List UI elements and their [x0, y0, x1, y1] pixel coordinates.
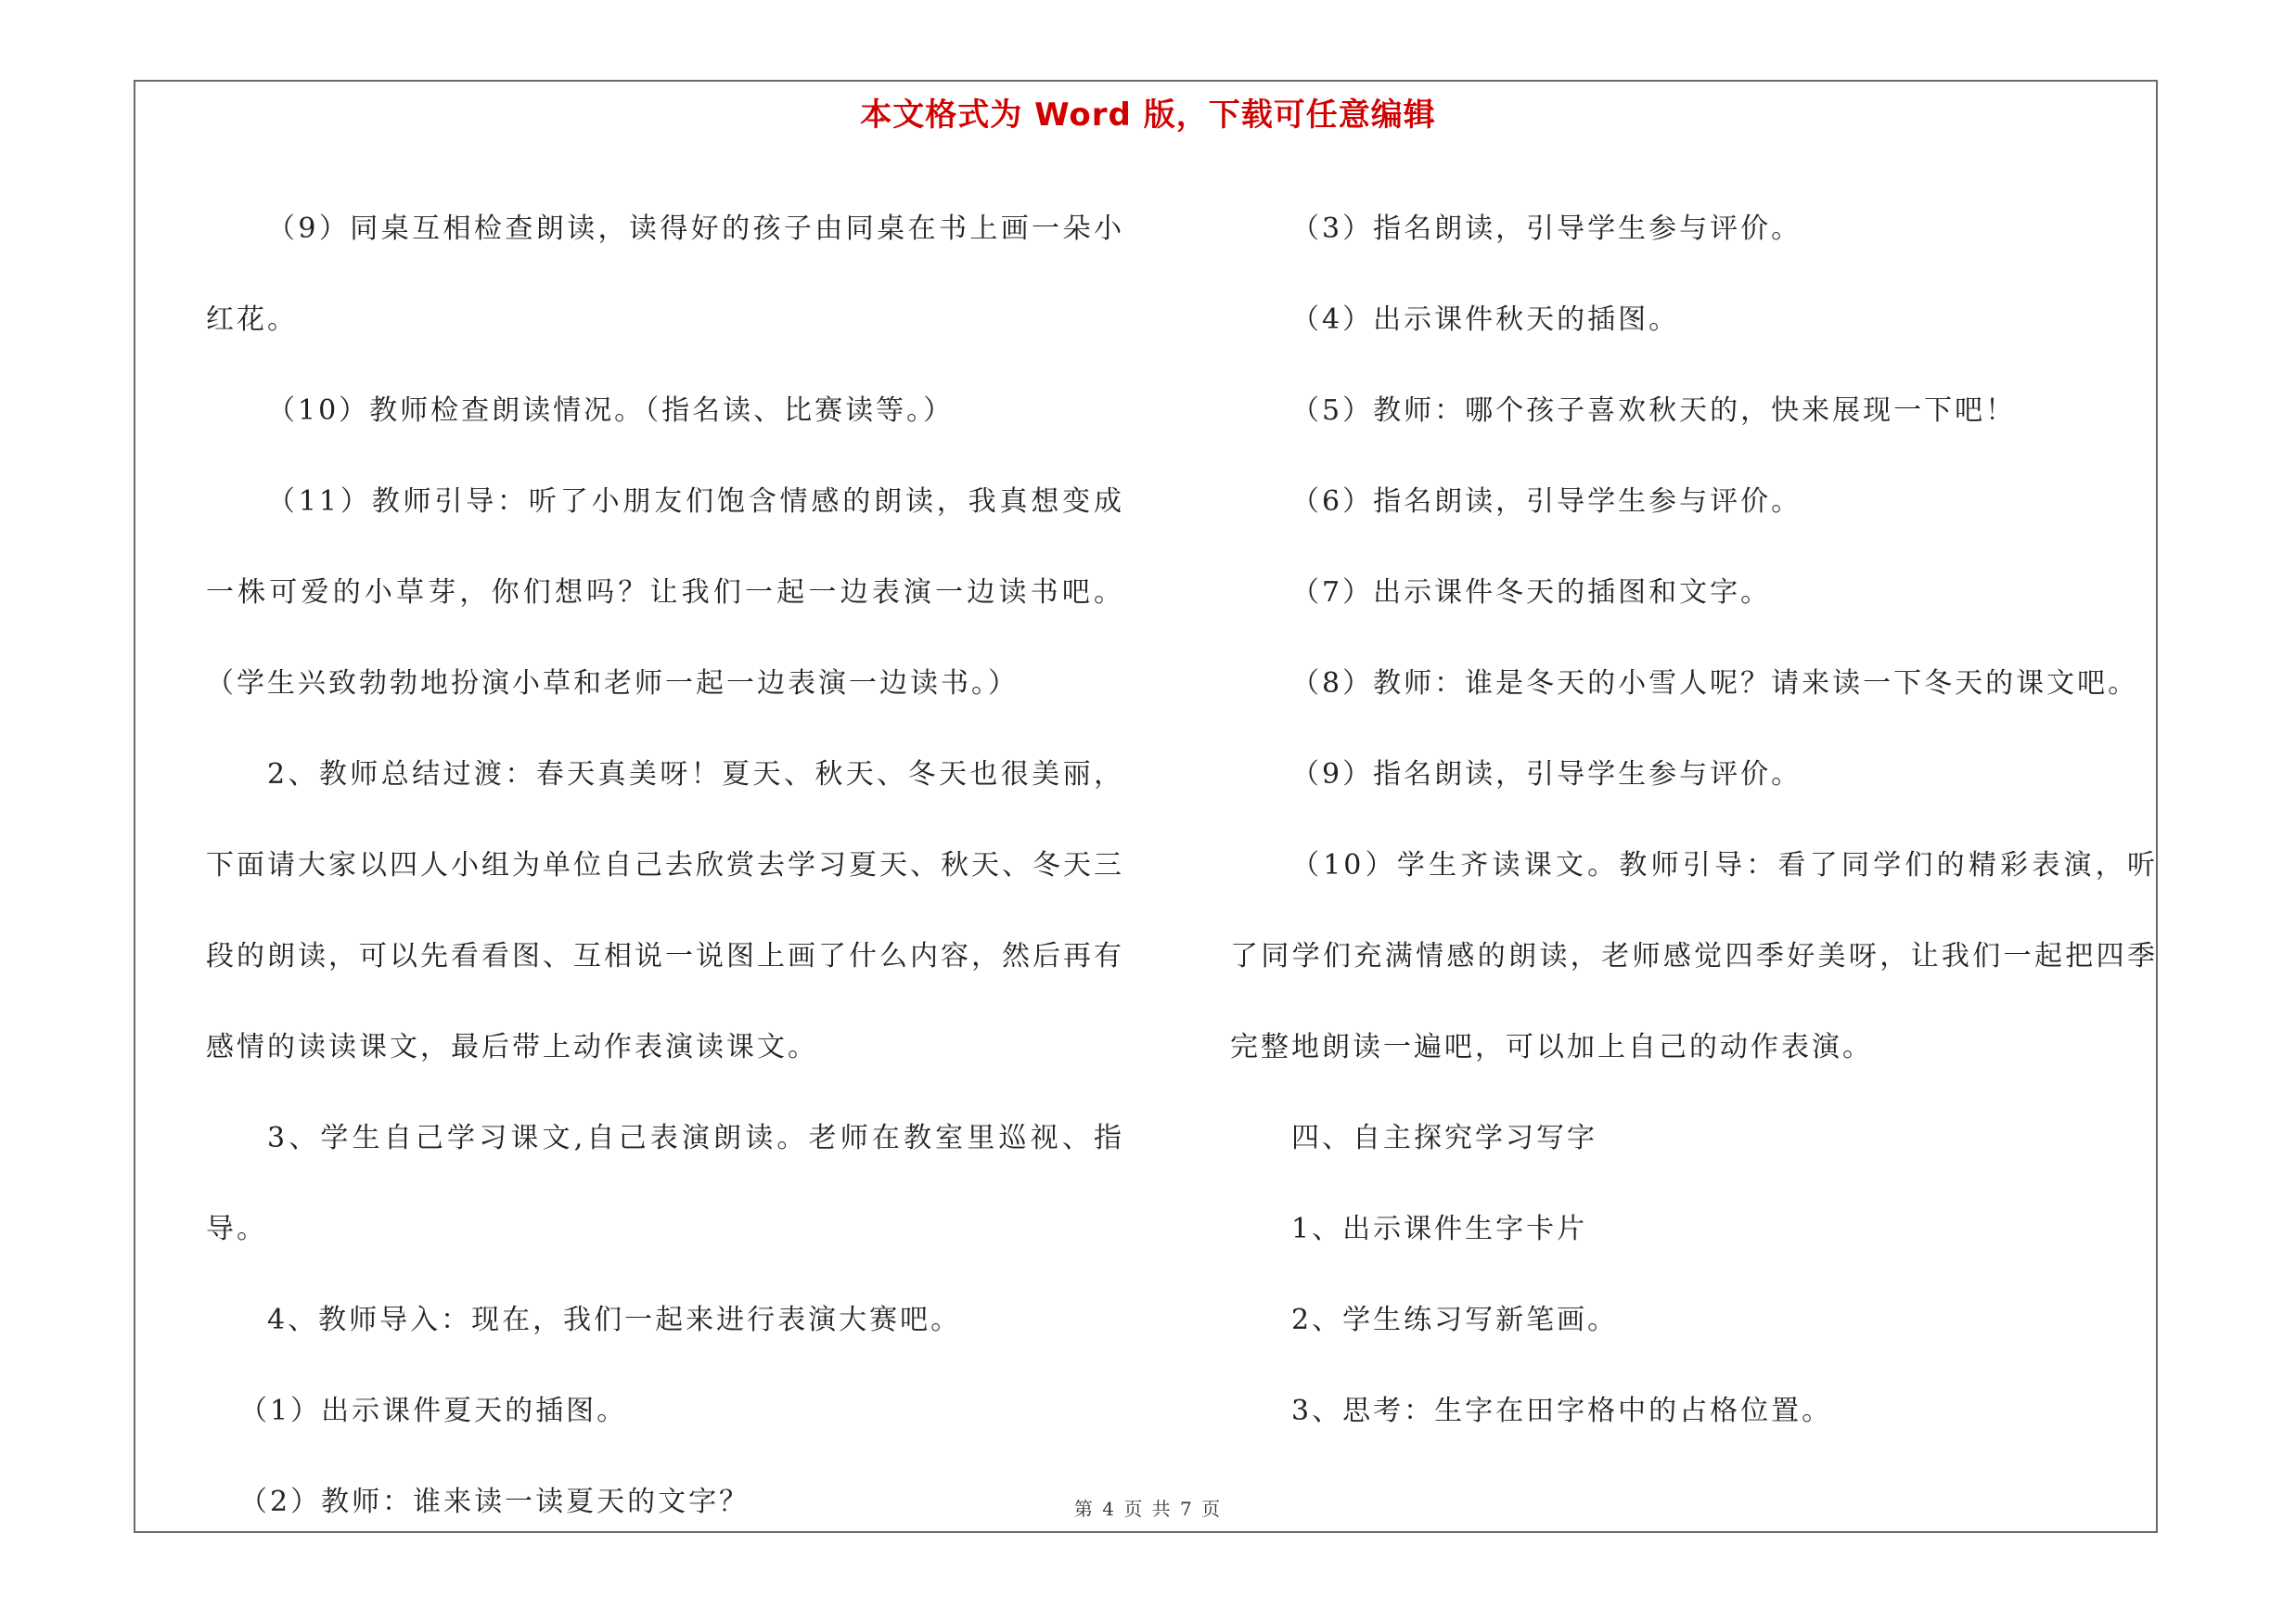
paragraph: （10）教师检查朗读情况。（指名读、比赛读等。） [267, 394, 955, 427]
paragraph: 4、教师导入：现在，我们一起来进行表演大赛吧。 [267, 1304, 962, 1336]
right-column [1230, 184, 2158, 1457]
paragraph: （9）指名朗读，引导学生参与评价。 [1291, 758, 1802, 791]
paragraph: （9）同桌互相检查朗读，读得好的孩子由同桌在书上画一朵小红花。 [206, 213, 1124, 336]
paragraph: （5）教师：哪个孩子喜欢秋天的，快来展现一下吧！ [1291, 394, 2017, 427]
paragraph: （6）指名朗读，引导学生参与评价。 [1291, 485, 1802, 518]
section-heading: 四、自主探究学习写字 [1291, 1122, 1597, 1154]
document-banner: 本文格式为 Word 版，下载可任意编辑 [860, 97, 1436, 134]
paragraph: 2、学生练习写新笔画。 [1291, 1304, 1619, 1336]
paragraph: （1）出示课件夏天的插图。 [239, 1395, 628, 1427]
paragraph: （3）指名朗读，引导学生参与评价。 [1291, 213, 1802, 245]
paragraph: 3、思考：生字在田字格中的占格位置。 [1291, 1395, 1833, 1427]
page-number: 第 4 页 共 7 页 [1073, 1498, 1223, 1520]
paragraph: （2）教师：谁来读一读夏天的文字？ [239, 1486, 750, 1518]
paragraph: 3、学生自己学习课文,自己表演朗读。老师在教室里巡视、指导。 [206, 1122, 1124, 1245]
paragraph: （10）学生齐读课文。教师引导：看了同学们的精彩表演，听了同学们充满情感的朗读，老师感觉四季好美呀，让我们一起把四季完整地朗读一遍吧，可以加上自己的动作表演。 [1230, 849, 2158, 1063]
paragraph: （7）出示课件冬天的插图和文字。 [1291, 576, 1772, 609]
paragraph: （11）教师引导：听了小朋友们饱含情感的朗读，我真想变成一株可爱的小草芽，你们想吗？让我们一起一边表演一边读书吧。（学生兴致勃勃地扮演小草和老师一起一边表演一边读书。） [206, 485, 1124, 700]
paragraph: 2、教师总结过渡：春天真美呀！夏天、秋天、冬天也很美丽，下面请大家以四人小组为单位自己去欣赏去学习夏天、秋天、冬天三段的朗读，可以先看看图、互相说一说图上画了什么内容，然后再有感情的读读课文，最后带上动作表演读课文。 [206, 758, 1124, 1063]
left-column [206, 184, 1124, 1548]
paragraph: （4）出示课件秋天的插图。 [1291, 303, 1680, 336]
paragraph: （8）教师：谁是冬天的小雪人呢？请来读一下冬天的课文吧。 [1291, 667, 2139, 700]
paragraph: 1、出示课件生字卡片 [1291, 1213, 1588, 1245]
